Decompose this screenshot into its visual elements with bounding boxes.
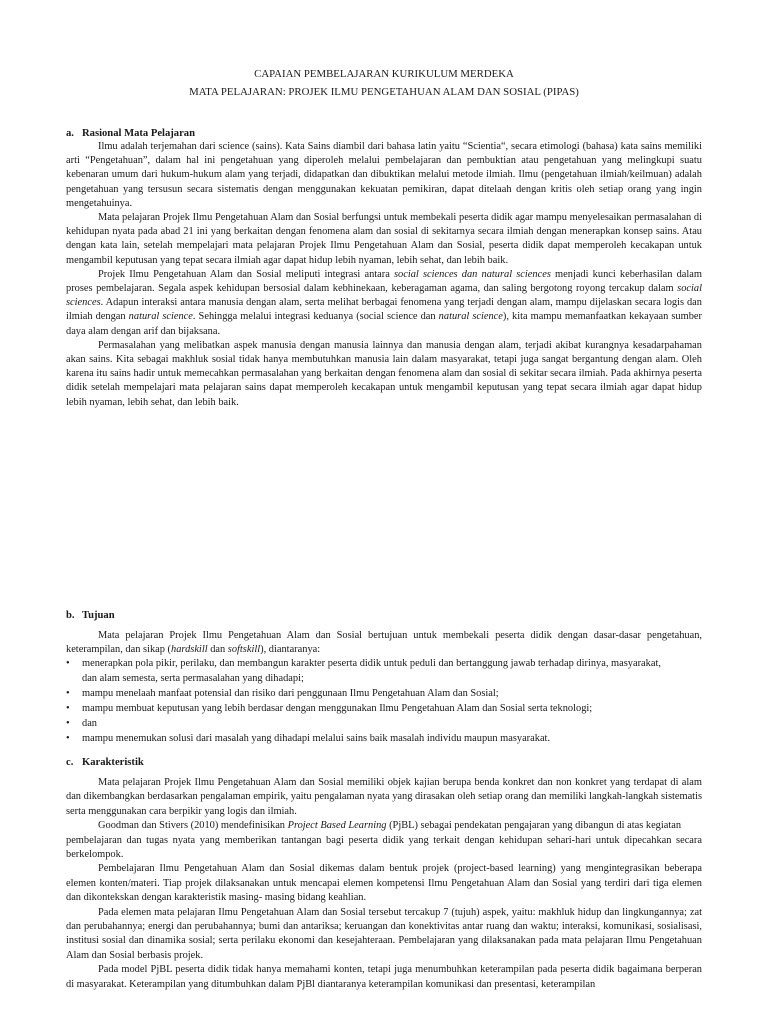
document-title: CAPAIAN PEMBELAJARAN KURIKULUM MERDEKA [254, 68, 514, 80]
section-b-intro-text-3: ), diantaranya: [260, 644, 321, 656]
section-a-p3-text-4: . Sehingga melalui integrasi keduanya (social science dan [192, 311, 439, 323]
section-a-p2-text: Mata pelajaran Projek Ilmu Pengetahuan Alam dan Sosial berfungsi untuk membekali peserta didik agar mampu menyelesaikan permasalahan di kehidupan nyata pada abad 21 ini yang berkaitan dengan fenomena alam dan sosial di sekitarnya secara ilmiah dengan menerapkan konsep sains. Atau dengan kata lain, setelah mempelajari mata pelajaran Projek Ilmu Pengetahuan Alam dan Sosial, peserta didik dapat memperoleh kecakapan untuk mengambil keputusan yang tepat secara ilmiah agar dapat hidup lebih nyaman, lebih sehat, dan lebih baik. [66, 212, 702, 266]
section-c-p2-emphasis: Project Based Learning [287, 820, 387, 832]
section-c-p2-text-3: pembelajaran dan tugas nyata yang memberikan tantangan bagi peserta didik yang terkait dengan kehidupan sehari-hari untuk dipecahkan secara berkelompok. [66, 834, 702, 861]
section-c-title: Karakteristik [82, 757, 144, 768]
section-a-p1-text: Ilmu adalah terjemahan dari science (sains). Kata Sains diambil dari bahasa latin yaitu “Scientia“, secara etimologi (bahasa) kata sains memiliki arti “Pengetahuan”, dalam hal ini pengetahuan yang diperoleh melalui pembelajaran dan pembuktian atau pengetahuan yang melingkupi suatu kebenaran umum dari hukum-hukum alam yang terjadi, didapatkan dan dibuktikan melalui metode ilmiah. Ilmu (pengetahuan ilmiah/keilmuan) adalah pengetahuan yang tersusun secara sistematis dengan menggunakan kekuatan pemikiran, dapat ditelaah dengan kritis oleh setiap orang yang ingin mengetahuinya. [66, 141, 702, 209]
section-a-paragraph-2 [66, 211, 702, 268]
section-c-p5-text: Pada model PjBL peserta didik tidak hanya memahami konten, tetapi juga menumbuhkan keterampilan pada peserta didik bagaimana berperan di masyarakat. Keterampilan yang ditumbuhkan dalam PjBl diantaranya keterampilan komunikasi dan presentasi, keterampilan [66, 964, 702, 990]
bullet-icon: • [66, 687, 70, 699]
bullet-text: mampu menemukan solusi dari masalah yang dihadapi melalui sains baik masalah individu maupun masyarakat. [82, 732, 551, 744]
list-item [66, 717, 706, 732]
section-c-heading [66, 757, 144, 768]
bullet-text: dan [82, 717, 98, 729]
section-b-intro-text-1: Mata pelajaran Projek Ilmu Pengetahuan Alam dan Sosial bertujuan untuk membekali peserta didik dengan dasar-dasar pengetahuan, keterampilan, dan sikap ( [66, 630, 702, 656]
section-a-p3-text-5: ), kita mampu memanfaatkan kekayaan sumber daya alam dengan arif dan bijaksana. [66, 311, 702, 337]
section-a-body [0, 140, 768, 410]
section-a-heading [66, 128, 195, 139]
section-c-body [0, 776, 768, 992]
section-c-p1-text: Mata pelajaran Projek Ilmu Pengetahuan Alam dan Sosial memiliki objek kajian berupa benda konkret dan non konkret yang terdapat di alam dan dikembangkan berdasarkan pengalaman empirik, yaitu pengalaman nyata yang dirasakan oleh setiap orang dan memiliki langkah-langkah sistematis serta menggunakan cara berpikir yang logis dan ilmiah. [66, 777, 702, 817]
section-b-heading [66, 610, 115, 621]
section-a-p3-text-2: menjadi kunci keberhasilan dalam proses pembelajaran. Segala aspek kehidupan bersosial dalam kebhinekaan, keberagaman agama, dan saling bergotong royong tercakup dalam [66, 268, 702, 295]
section-c-paragraph-2 [66, 819, 702, 833]
list-item [66, 702, 706, 717]
bullet-icon: • [66, 732, 70, 744]
section-b-intro [66, 629, 702, 657]
section-c-paragraph-2-continued [66, 834, 702, 863]
section-c-p3-text: Pembelajaran Ilmu Pengetahuan Alam dan Sosial dikemas dalam bentuk projek (project-based learning) yang mengintegrasikan beberapa elemen konten/materi. Tiap projek dilaksanakan untuk mencapai elemen kompetensi Ilmu Pengetahuan Alam dan Sosial yang terdiri dari tiga elemen dan dikontekskan dengan karakteristik masing- masing bidang keahlian. [66, 863, 702, 904]
section-a-p3-emphasis-2: social sciences [66, 283, 702, 309]
section-c-p4-text: Pada elemen mata pelajaran Ilmu Pengetahuan Alam dan Sosial tersebut tercakup 7 (tujuh) aspek, yaitu: makhluk hidup dan lingkungannya; zat dan perubahannya; energi dan perubahannya; bumi dan antariksa; keruangan dan konektivitas antar ruang dan waktu; interaksi, komunikasi, sosialisasi, institusi sosial dan dinamika sosial; serta perilaku ekonomi dan kesejahteraan. Pembelajaran yang dilaksanakan pada mata pelajaran Ilmu Pengetahuan Alam dan Sosial berbasis projek. [66, 906, 702, 961]
section-a-p4-text: Permasalahan yang melibatkan aspek manusia dengan manusia lainnya dan manusia dengan alam, terjadi akibat kurangnya kesadarpahaman akan sains. Kita sebagai makhluk sosial tidak hanya membutuhkan manusia lain dalam masyarakat, tetapi juga sangat bergantung dengan alam. Oleh karena itu sains hadir untuk memecahkan permasalahan yang berkaitan dengan fenomena alam dan sosial di sekitar secara ilmiah. Pada akhirnya peserta didik setelah mempelajari mata pelajaran sains dapat memperoleh kecakapan untuk mengambil keputusan yang tepat secara ilmiah agar dapat hidup lebih nyaman, lebih sehat, dan lebih baik. [66, 339, 702, 408]
section-a-p3-text-1: Projek Ilmu Pengetahuan Alam dan Sosial meliputi integrasi antara [98, 268, 394, 280]
section-c-label: c. [66, 757, 74, 768]
section-a-p3-emphasis-4: natural science [438, 311, 503, 323]
section-a-paragraph-4 [66, 339, 702, 410]
bullet-icon: • [66, 658, 70, 669]
bullet-icon: • [66, 702, 70, 714]
section-c-paragraph-3 [66, 862, 702, 905]
list-item [66, 687, 706, 702]
section-b-intro-emphasis-2: softskill [227, 644, 261, 656]
section-b-label: b. [66, 610, 75, 621]
section-b-title: Tujuan [82, 610, 115, 621]
section-a-p3-emphasis-3: natural science [128, 311, 193, 323]
section-c-paragraph-5 [66, 963, 702, 992]
section-a-paragraph-1 [66, 140, 702, 211]
section-a-p3-emphasis-1: social sciences dan natural sciences [394, 268, 551, 280]
section-c-paragraph-1 [66, 776, 702, 819]
bullet-icon: • [66, 717, 70, 729]
section-a-label: a. [66, 128, 74, 139]
section-a-paragraph-3 [66, 268, 702, 339]
section-c-p2-text-1: Goodman dan Stivers (2010) mendefinisikan [98, 820, 288, 832]
section-b-intro-emphasis-1: hardskill [171, 644, 208, 656]
list-item [66, 657, 706, 686]
bullet-text: menerapkan pola pikir, perilaku, dan membangun karakter peserta didik untuk peduli dan bertanggung jawab terhadap dirinya, masyarakat, [82, 658, 661, 669]
bullet-text: mampu menelaah manfaat potensial dan risiko dari penggunaan Ilmu Pengetahuan Alam dan Sosial; [82, 687, 499, 699]
section-c-paragraph-4 [66, 906, 702, 964]
section-b-bullet-list [66, 657, 706, 747]
list-item [66, 732, 706, 747]
section-c-p2-text-2: (PjBL) sebagai pendekatan pengajaran yang dibangun di atas kegiatan [386, 820, 682, 832]
section-b-intro-text-2: dan [207, 644, 228, 656]
bullet-text-continued: dan alam semesta, serta permasalahan yang dihadapi; [82, 672, 304, 684]
document-subtitle: MATA PELAJARAN: PROJEK ILMU PENGETAHUAN ALAM DAN SOSIAL (PIPAS) [189, 86, 579, 98]
bullet-text: mampu membuat keputusan yang lebih berdasar dengan menggunakan Ilmu Pengetahuan Alam dan Sosial serta teknologi; [82, 702, 593, 714]
section-a-title: Rasional Mata Pelajaran [82, 128, 195, 139]
section-a-p3-text-3: . Adapun interaksi antara manusia dengan alam, serta melihat berbagai fenomena yang terjadi dengan alam, mampu dijelaskan secara logis dan ilmiah dengan [66, 297, 702, 323]
